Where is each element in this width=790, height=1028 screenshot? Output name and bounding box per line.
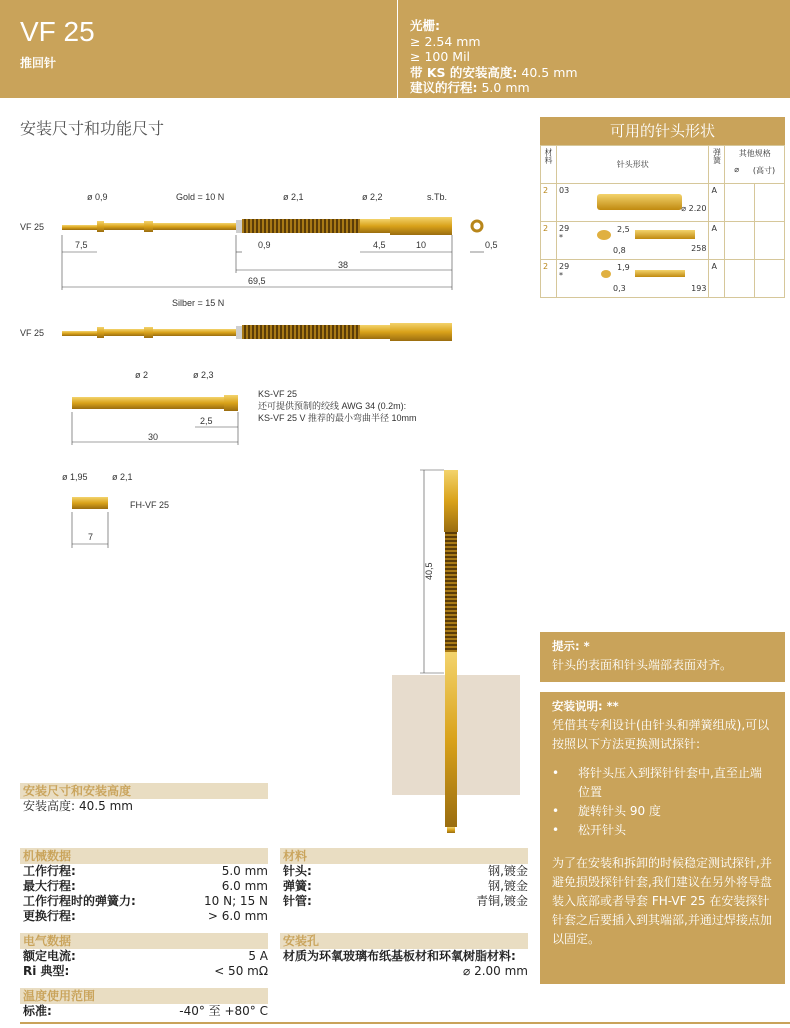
ks-note-1: 还可提供预制的绞线 AWG 34 (0.2m): [258,401,407,411]
row1-shape [557,222,709,260]
hint-box [540,632,785,682]
dim-25: 2,5 [200,416,213,426]
install-step: • 旋转针头 90 度 [552,804,661,818]
dim-d195: ø 1,95 [62,472,88,482]
dim-09b: 0,9 [258,240,271,250]
probe-vf25-silver [62,323,452,341]
drawing-label-vf25-a: VF 25 [20,222,45,232]
ks-label: KS-VF 25 [258,389,298,399]
col-spring: 弹簧 [709,146,725,184]
col-diam: ⌀ [734,165,740,174]
row2-a: 1,9 [617,263,630,272]
install-step: • 松开针头 [552,823,627,837]
grid-value-2: ≥ 100 Mil [410,49,471,64]
row2-code: 29 [559,262,570,271]
tip-shapes-table [540,145,785,298]
header-band [0,0,790,98]
dim-75: 7,5 [75,240,88,250]
grid-value-1: ≥ 2.54 mm [410,33,481,49]
ks-note-2: KS-VF 25 V 推荐的最小弯曲半径 10mm [258,413,417,423]
product-subtitle: 推回针 [20,56,57,70]
probe-vf25-gold [62,217,482,235]
col-shape: 针头形状 [557,146,709,184]
tip-29-side-icon [635,230,695,239]
tip-03-icon [597,194,682,210]
ks-height-label: 带 KS 的安装高度: [410,64,518,80]
elec-row: Ri 典型: < 50 mΩ [23,964,268,978]
header-specs [410,18,578,96]
header-left [0,0,398,98]
row2-shape [557,260,709,298]
stroke-value: 5.0 mm [481,80,530,95]
row1-material: 2 [541,222,557,260]
product-title: VF 25 [20,16,95,47]
row1-a: 2,5 [617,225,630,234]
footer-line [20,1022,790,1024]
dim-d23: ø 2,3 [193,370,214,380]
dim-d21b: ø 2,1 [112,472,133,482]
row2-b: 0,3 [613,284,626,293]
row1-dim: 258 [691,244,707,253]
dim-d09: ø 0,9 [87,192,108,202]
dim-695: 69,5 [248,276,266,286]
row0-material: 2 [541,184,557,222]
row2-material: 2 [541,260,557,298]
elec-title: 电气数据 [20,933,268,949]
temp-row: 标准: -40° 至 +80° C [23,1004,268,1018]
install-outro: 为了在安装和拆卸的时候稳定测试探针,并避免损毁探针针套,我们建议在另外将导盘装入底部或者导套 FH-VF 25 在安装探针针套之后要插入到其端部,并通过焊接点加以固定。 [552,856,772,946]
tip-shapes-title: 可用的针头形状 [540,117,785,145]
dim-d2: ø 2 [135,370,149,380]
mat-row: 弹簧: 钢,镀金 [283,879,528,893]
dim-38: 38 [338,260,349,270]
mat-title: 材料 [280,848,528,864]
mech-title: 机械数据 [20,848,268,864]
mech-row: 工作行程时的弹簧力: 10 N; 15 N [23,894,268,908]
install-box [540,692,785,984]
receptacle-ks [72,395,238,411]
mat-row: 针管: 青铜,镀金 [283,894,528,908]
dim-7: 7 [88,532,94,542]
hole-row: 材质为环氧玻璃布纸基板材和环氧树脂材料: ⌀ 2.00 mm [283,949,528,978]
drawing-label-vf25-b: VF 25 [20,328,45,338]
grid-label: 光栅: [410,18,440,33]
hint-title: 提示: * [552,639,590,653]
dim-stb: s.Tb. [427,192,448,202]
mech-row: 工作行程: 5.0 mm [23,864,268,878]
row1-spring: A [709,222,725,260]
dim-405: 40,5 [424,562,434,580]
dim-10: 10 [416,240,427,250]
mount-row: 安装高度: 40.5 mm [23,799,133,813]
row0-spring: A [709,184,725,222]
tip-29b-side-icon [635,270,685,277]
row0-code: 03 [559,186,570,195]
hint-text: 针头的表面和针头端部表面对齐。 [552,658,733,672]
dim-silber: Silber = 15 N [172,298,225,308]
section-title: 安装尺寸和功能尺寸 [20,119,165,138]
install-steps [540,754,785,840]
col-height: (高寸) [752,166,776,175]
tip-shapes-panel [540,117,785,298]
guide-fh [72,497,108,509]
install-intro: 凭借其专利设计(由针头和弹簧组成),可以按照以下方法更换测试探针: [552,718,770,751]
row2-dim: 193 [691,284,707,293]
mat-row: 针头: 钢,镀金 [283,864,528,878]
dim-05: 0,5 [485,240,498,250]
row1-b: 0,8 [613,246,626,255]
mech-row: 更换行程: > 6.0 mm [23,909,268,923]
row2-spring: A [709,260,725,298]
row2-star: * [559,271,563,280]
fh-label: FH-VF 25 [130,500,170,510]
row1-star: * [559,233,563,242]
ks-height-value: 40.5 mm [521,64,578,80]
dim-d21: ø 2,1 [283,192,304,202]
dim-gold: Gold = 10 N [176,192,225,202]
stroke-label: 建议的行程: [410,80,478,95]
probe-installed [444,470,458,833]
mech-row: 最大行程: 6.0 mm [23,879,268,893]
install-title: 安装说明: ** [552,699,619,713]
mount-title: 安装尺寸和安装高度 [20,783,268,799]
row0-shape [557,184,709,222]
col-material: 材料 [541,146,557,184]
install-step: • 将针头压入到探针针套中,直至止端位置 [552,766,762,799]
dim-30: 30 [148,432,159,442]
row1-code: 29 [559,224,570,233]
col-other-label: 其他规格 [738,149,771,158]
dim-d22: ø 2,2 [362,192,383,202]
tip-29-icon [597,230,611,240]
col-other [725,146,785,184]
row0-dim: ⌀ 2.20 [681,204,707,213]
tip-29b-icon [601,270,611,278]
hole-title: 安装孔 [280,933,528,949]
temp-title: 温度使用范围 [20,988,268,1004]
dim-45: 4,5 [373,240,386,250]
elec-row: 额定电流: 5 A [23,949,268,963]
